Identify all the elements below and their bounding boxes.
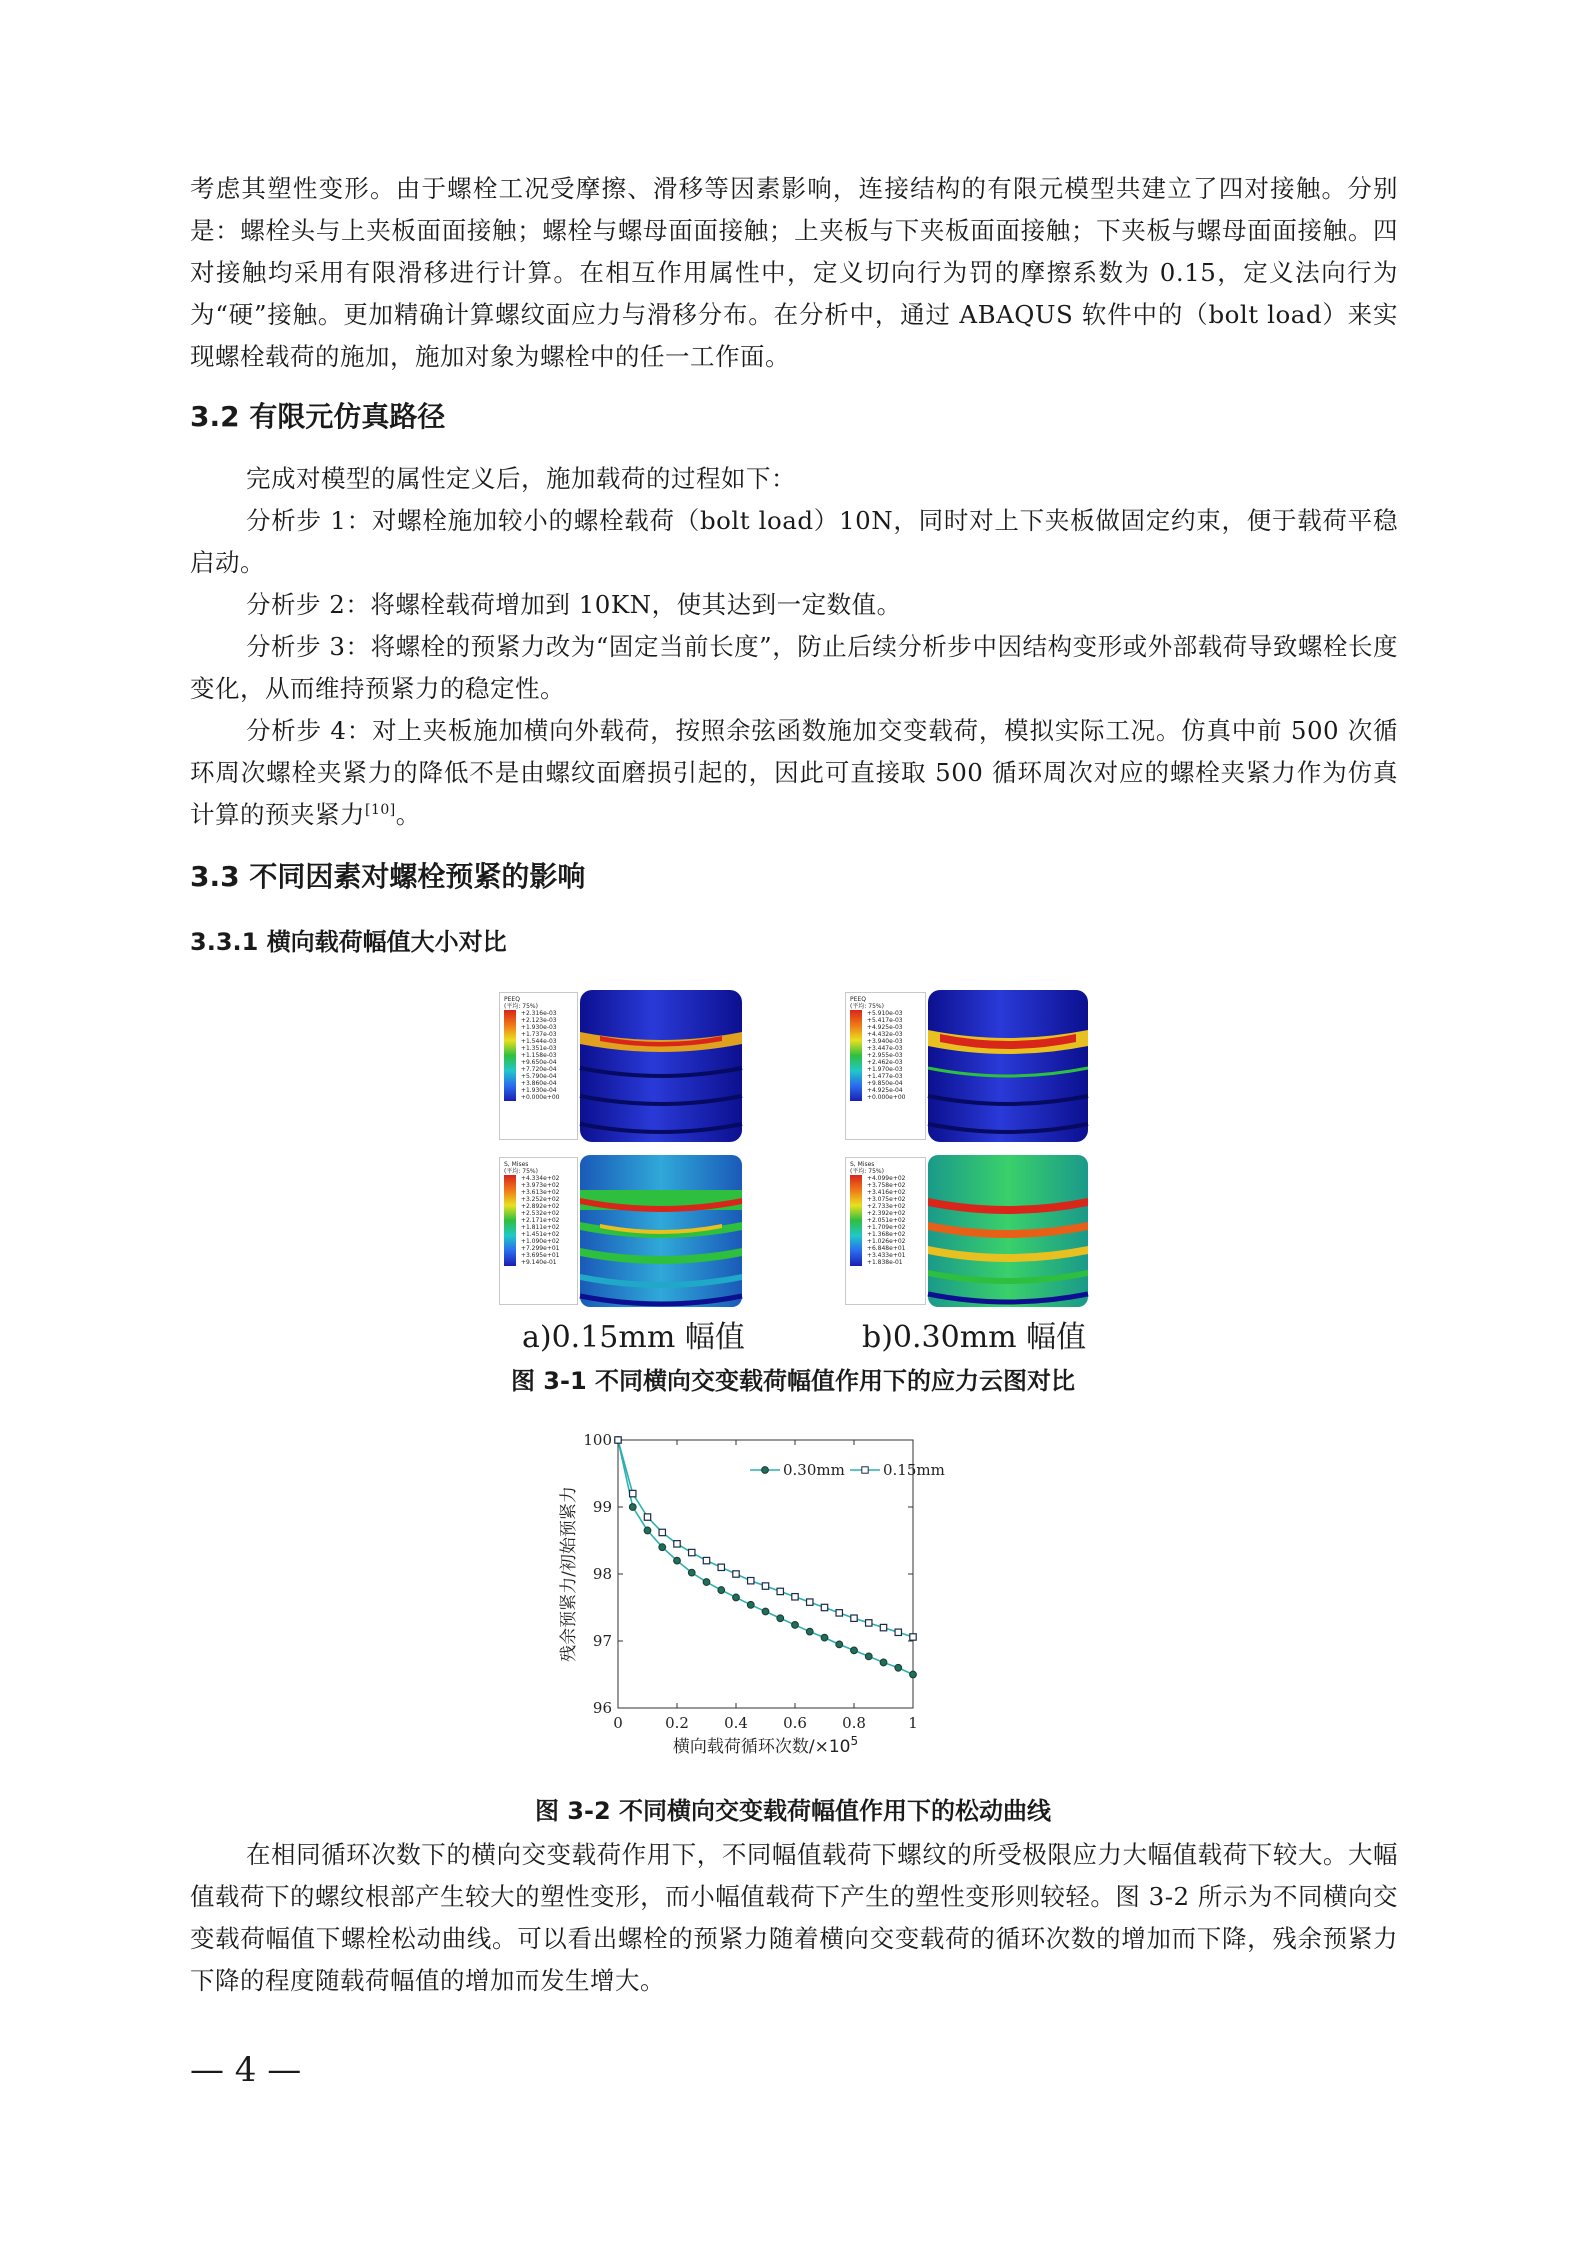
- figure-3-1-caption: 图 3-1 不同横向交变载荷幅值作用下的应力云图对比: [510, 1367, 1076, 1395]
- data-point-0.15mm: [615, 1437, 621, 1443]
- legend-value: +2.733e+02: [866, 1203, 906, 1210]
- legend-values: [867, 1175, 906, 1266]
- legend-value: +2.392e+02: [866, 1210, 906, 1217]
- paragraph-step1: 分析步 1：对螺栓施加较小的螺栓载荷（bolt load）10N，同时对上下夹板做固定约束，便于载荷平稳启动。: [190, 506, 1398, 577]
- legend-scale: [504, 1010, 573, 1101]
- legend-value: +1.930e-03: [520, 1024, 557, 1031]
- data-point-0.30mm: [659, 1544, 666, 1551]
- data-point-0.15mm: [674, 1541, 680, 1547]
- legend-value: +1.970e-03: [866, 1066, 903, 1073]
- data-point-0.30mm: [851, 1647, 858, 1654]
- legend-value: +2.462e-03: [866, 1059, 903, 1066]
- data-point-0.15mm: [866, 1620, 872, 1626]
- legend-color-bar: [504, 1175, 516, 1266]
- legend-value: +1.351e-03: [520, 1045, 557, 1052]
- figure-3-2-chart: [548, 1428, 998, 1788]
- legend-label: 0.15mm: [883, 1461, 945, 1479]
- y-tick-label: 96: [592, 1699, 612, 1717]
- legend-value: +1.026e+02: [866, 1238, 906, 1245]
- y-tick-label: 98: [592, 1565, 612, 1583]
- legend-value: +7.720e-04: [520, 1066, 557, 1073]
- plot-frame: [618, 1440, 913, 1708]
- data-point-0.15mm: [895, 1629, 901, 1635]
- legend-value: +7.299e+01: [520, 1245, 560, 1252]
- legend-value: +2.171e+02: [520, 1217, 560, 1224]
- data-point-0.30mm: [703, 1579, 710, 1586]
- data-point-0.15mm: [659, 1529, 665, 1535]
- data-point-0.30mm: [777, 1615, 784, 1622]
- legend-subtitle: (平均: 75%): [504, 1168, 538, 1175]
- heading-3-3: 3.3 不同因素对螺栓预紧的影响: [190, 860, 586, 893]
- legend-value: +5.790e-04: [520, 1073, 557, 1080]
- paragraph-s32-intro: 完成对模型的属性定义后，施加载荷的过程如下：: [246, 464, 796, 493]
- legend-title: PEEQ: [504, 996, 520, 1003]
- legend-value: +1.368e+02: [866, 1231, 906, 1238]
- data-point-0.30mm: [718, 1587, 725, 1594]
- data-point-0.30mm: [895, 1664, 902, 1671]
- x-tick-label: 1: [908, 1714, 918, 1732]
- step4-end: 。: [395, 800, 421, 829]
- data-point-0.30mm: [910, 1671, 917, 1678]
- legend-value: +2.532e+02: [520, 1210, 560, 1217]
- legend-value: +1.811e+02: [520, 1224, 560, 1231]
- data-point-0.15mm: [807, 1599, 813, 1605]
- legend-value: +4.925e-04: [866, 1087, 903, 1094]
- paragraph-intro: 考虑其塑性变形。由于螺栓工况受摩擦、滑移等因素影响，连接结构的有限元模型共建立了四对接触。分别是：螺栓头与上夹板面面接触；螺栓与螺母面面接触；上夹板与下夹板面面接触；下夹板与螺母面面接触。四对接触均采用有限滑移进行计算。在相互作用属性中，定义切向行为罚的摩擦系数为 0.15，定义法向行为为“硬”接触。更加精确计算螺纹面应力与滑移分布。在分析中，通过 ABAQUS 软件中的（bolt load）来实现螺栓载荷的施加，施加对象为螺栓中的任一工作面。: [190, 174, 1398, 371]
- legend-value: +9.650e-04: [520, 1059, 557, 1066]
- legend-peeq-015: [499, 992, 578, 1140]
- legend-value: +5.910e-03: [866, 1010, 903, 1017]
- legend-value: +2.123e-03: [520, 1017, 557, 1024]
- legend-value: +1.930e-04: [520, 1087, 557, 1094]
- figure-3-1-subcaption-a: a)0.15mm 幅值: [522, 1320, 745, 1355]
- x-tick-label: 0.4: [724, 1714, 748, 1732]
- x-tick-label: 0: [613, 1714, 623, 1732]
- legend-scale: [850, 1010, 921, 1101]
- data-point-0.30mm: [792, 1622, 799, 1629]
- legend-value: +3.075e+02: [866, 1196, 906, 1203]
- legend-value: +3.860e-04: [520, 1080, 557, 1087]
- legend-value: +4.925e-03: [866, 1024, 903, 1031]
- data-point-0.30mm: [836, 1641, 843, 1648]
- legend-value: +2.316e-03: [520, 1010, 557, 1017]
- data-point-0.15mm: [762, 1583, 768, 1589]
- legend-subtitle: (平均: 75%): [850, 1168, 884, 1175]
- legend-value: +5.417e-03: [866, 1017, 903, 1024]
- page-number: — 4 —: [190, 2050, 302, 2090]
- legend-color-bar: [850, 1175, 862, 1266]
- x-tick-label: 0.8: [842, 1714, 866, 1732]
- legend-value: +1.709e+02: [866, 1224, 906, 1231]
- data-point-0.30mm: [688, 1569, 695, 1576]
- legend-color-bar: [850, 1010, 862, 1101]
- legend-scale: [504, 1175, 573, 1266]
- data-point-0.15mm: [630, 1490, 636, 1496]
- data-point-0.15mm: [821, 1604, 827, 1610]
- figure-3-1-subcaption-b: b)0.30mm 幅值: [862, 1320, 1087, 1355]
- legend-label: 0.30mm: [783, 1461, 845, 1479]
- x-tick-label: 0.6: [783, 1714, 807, 1732]
- heading-3-3-1: 3.3.1 横向载荷幅值大小对比: [190, 928, 507, 956]
- data-point-0.15mm: [689, 1549, 695, 1555]
- legend-value: +9.850e-04: [866, 1080, 903, 1087]
- legend-title: S, Mises: [504, 1161, 529, 1168]
- legend-value: +9.140e-01: [520, 1259, 557, 1266]
- legend-values: [867, 1010, 906, 1101]
- bolt-body: [928, 990, 1088, 1142]
- data-point-0.30mm: [674, 1557, 681, 1564]
- data-point-0.15mm: [851, 1615, 857, 1621]
- data-point-0.15mm: [748, 1578, 754, 1584]
- legend-value: +3.695e+01: [520, 1252, 560, 1259]
- x-axis-label-text: 横向载荷循环次数/×10: [672, 1737, 851, 1757]
- legend-value: +2.051e+02: [866, 1217, 906, 1224]
- data-point-0.15mm: [644, 1514, 650, 1520]
- paragraph-step2: 分析步 2：将螺栓载荷增加到 10KN，使其达到一定数值。: [246, 590, 902, 619]
- legend-marker: [762, 1467, 769, 1474]
- figure-3-2-caption: 图 3-2 不同横向交变载荷幅值作用下的松动曲线: [534, 1797, 1052, 1825]
- data-point-0.15mm: [836, 1610, 842, 1616]
- x-axis-label-exponent: 5: [850, 1734, 859, 1748]
- data-point-0.15mm: [880, 1624, 886, 1630]
- legend-value: +1.477e-03: [866, 1073, 903, 1080]
- data-point-0.15mm: [910, 1634, 916, 1640]
- data-point-0.15mm: [792, 1594, 798, 1600]
- data-point-0.15mm: [777, 1588, 783, 1594]
- legend-value: +3.447e-03: [866, 1045, 903, 1052]
- legend-value: +1.737e-03: [520, 1031, 557, 1038]
- y-tick-label: 99: [592, 1498, 612, 1516]
- legend-value: +6.848e+01: [866, 1245, 906, 1252]
- y-axis-label: 残余预紧力/初始预紧力: [559, 1486, 579, 1662]
- data-point-0.30mm: [880, 1659, 887, 1666]
- data-point-0.30mm: [629, 1504, 636, 1511]
- legend-value: +1.544e-03: [520, 1038, 557, 1045]
- legend-value: +3.758e+02: [866, 1182, 906, 1189]
- legend-peeq-030: [845, 992, 926, 1140]
- legend-values: [521, 1010, 560, 1101]
- legend-mises-015: [499, 1157, 578, 1305]
- legend-marker: [862, 1467, 868, 1473]
- legend-title: PEEQ: [850, 996, 866, 1003]
- paragraph-step3: 分析步 3：将螺栓的预紧力改为“固定当前长度”，防止后续分析步中因结构变形或外部载荷导致螺栓长度变化，从而维持预紧力的稳定性。: [190, 632, 1398, 703]
- legend-value: +3.973e+02: [520, 1182, 560, 1189]
- data-point-0.30mm: [865, 1653, 872, 1660]
- legend-title: S, Mises: [850, 1161, 875, 1168]
- x-tick-label: 0.2: [665, 1714, 689, 1732]
- y-tick-label: 97: [592, 1632, 612, 1650]
- legend-value: +1.090e+02: [520, 1238, 560, 1245]
- paragraph-conclusion: 在相同循环次数下的横向交变载荷作用下，不同幅值载荷下螺纹的所受极限应力大幅值载荷下较大。大幅值载荷下的螺纹根部产生较大的塑性变形，而小幅值载荷下产生的塑性变形则较轻。图 3-2 所示为不同横向交变载荷幅值下螺栓松动曲线。可以看出螺栓的预紧力随着横向交变载荷的循环次数的增加而下降，残余预紧力下降的程度随载荷幅值的增加而发生增大。: [190, 1840, 1398, 1995]
- legend-value: +4.432e-03: [866, 1031, 903, 1038]
- x-axis-label: [673, 1734, 858, 1757]
- bolt-body: [580, 990, 742, 1142]
- legend-value: +1.451e+02: [520, 1231, 560, 1238]
- legend-value: +3.940e-03: [866, 1038, 903, 1045]
- legend-value: +2.955e-03: [866, 1052, 903, 1059]
- data-point-0.30mm: [747, 1601, 754, 1608]
- legend-value: +1.838e-01: [866, 1259, 903, 1266]
- legend-value: +4.334e+02: [520, 1175, 560, 1182]
- legend-value: +0.000e+00: [520, 1094, 560, 1101]
- data-point-0.30mm: [762, 1608, 769, 1615]
- data-point-0.15mm: [733, 1571, 739, 1577]
- data-point-0.30mm: [733, 1594, 740, 1601]
- legend-value: +0.000e+00: [866, 1094, 906, 1101]
- legend-subtitle: (平均: 75%): [504, 1003, 538, 1010]
- data-point-0.30mm: [821, 1634, 828, 1641]
- data-point-0.30mm: [806, 1628, 813, 1635]
- legend-value: +3.613e+02: [520, 1189, 560, 1196]
- data-point-0.30mm: [644, 1527, 651, 1534]
- citation-ref[interactable]: [10]: [365, 802, 396, 818]
- legend-values: [521, 1175, 560, 1266]
- legend-value: +3.252e+02: [520, 1196, 560, 1203]
- legend-color-bar: [504, 1010, 516, 1101]
- legend-scale: [850, 1175, 921, 1266]
- legend-value: +4.099e+02: [866, 1175, 906, 1182]
- y-tick-label: 100: [583, 1431, 612, 1449]
- data-point-0.15mm: [703, 1557, 709, 1563]
- legend-subtitle: (平均: 75%): [850, 1003, 884, 1010]
- legend-value: +3.416e+02: [866, 1189, 906, 1196]
- step4-text: 分析步 4：对上夹板施加横向外载荷，按照余弦函数施加交变载荷，模拟实际工况。仿真中前 500 次循环周次螺栓夹紧力的降低不是由螺纹面磨损引起的，因此可直接取 500 循环周次对应的螺栓夹紧力作为仿真计算的预夹紧力: [190, 716, 1398, 829]
- legend-value: +3.433e+01: [866, 1252, 906, 1259]
- legend-value: +2.892e+02: [520, 1203, 560, 1210]
- legend-value: +1.158e-03: [520, 1052, 557, 1059]
- data-point-0.15mm: [718, 1564, 724, 1570]
- heading-3-2: 3.2 有限元仿真路径: [190, 400, 446, 433]
- legend-mises-030: [845, 1157, 926, 1305]
